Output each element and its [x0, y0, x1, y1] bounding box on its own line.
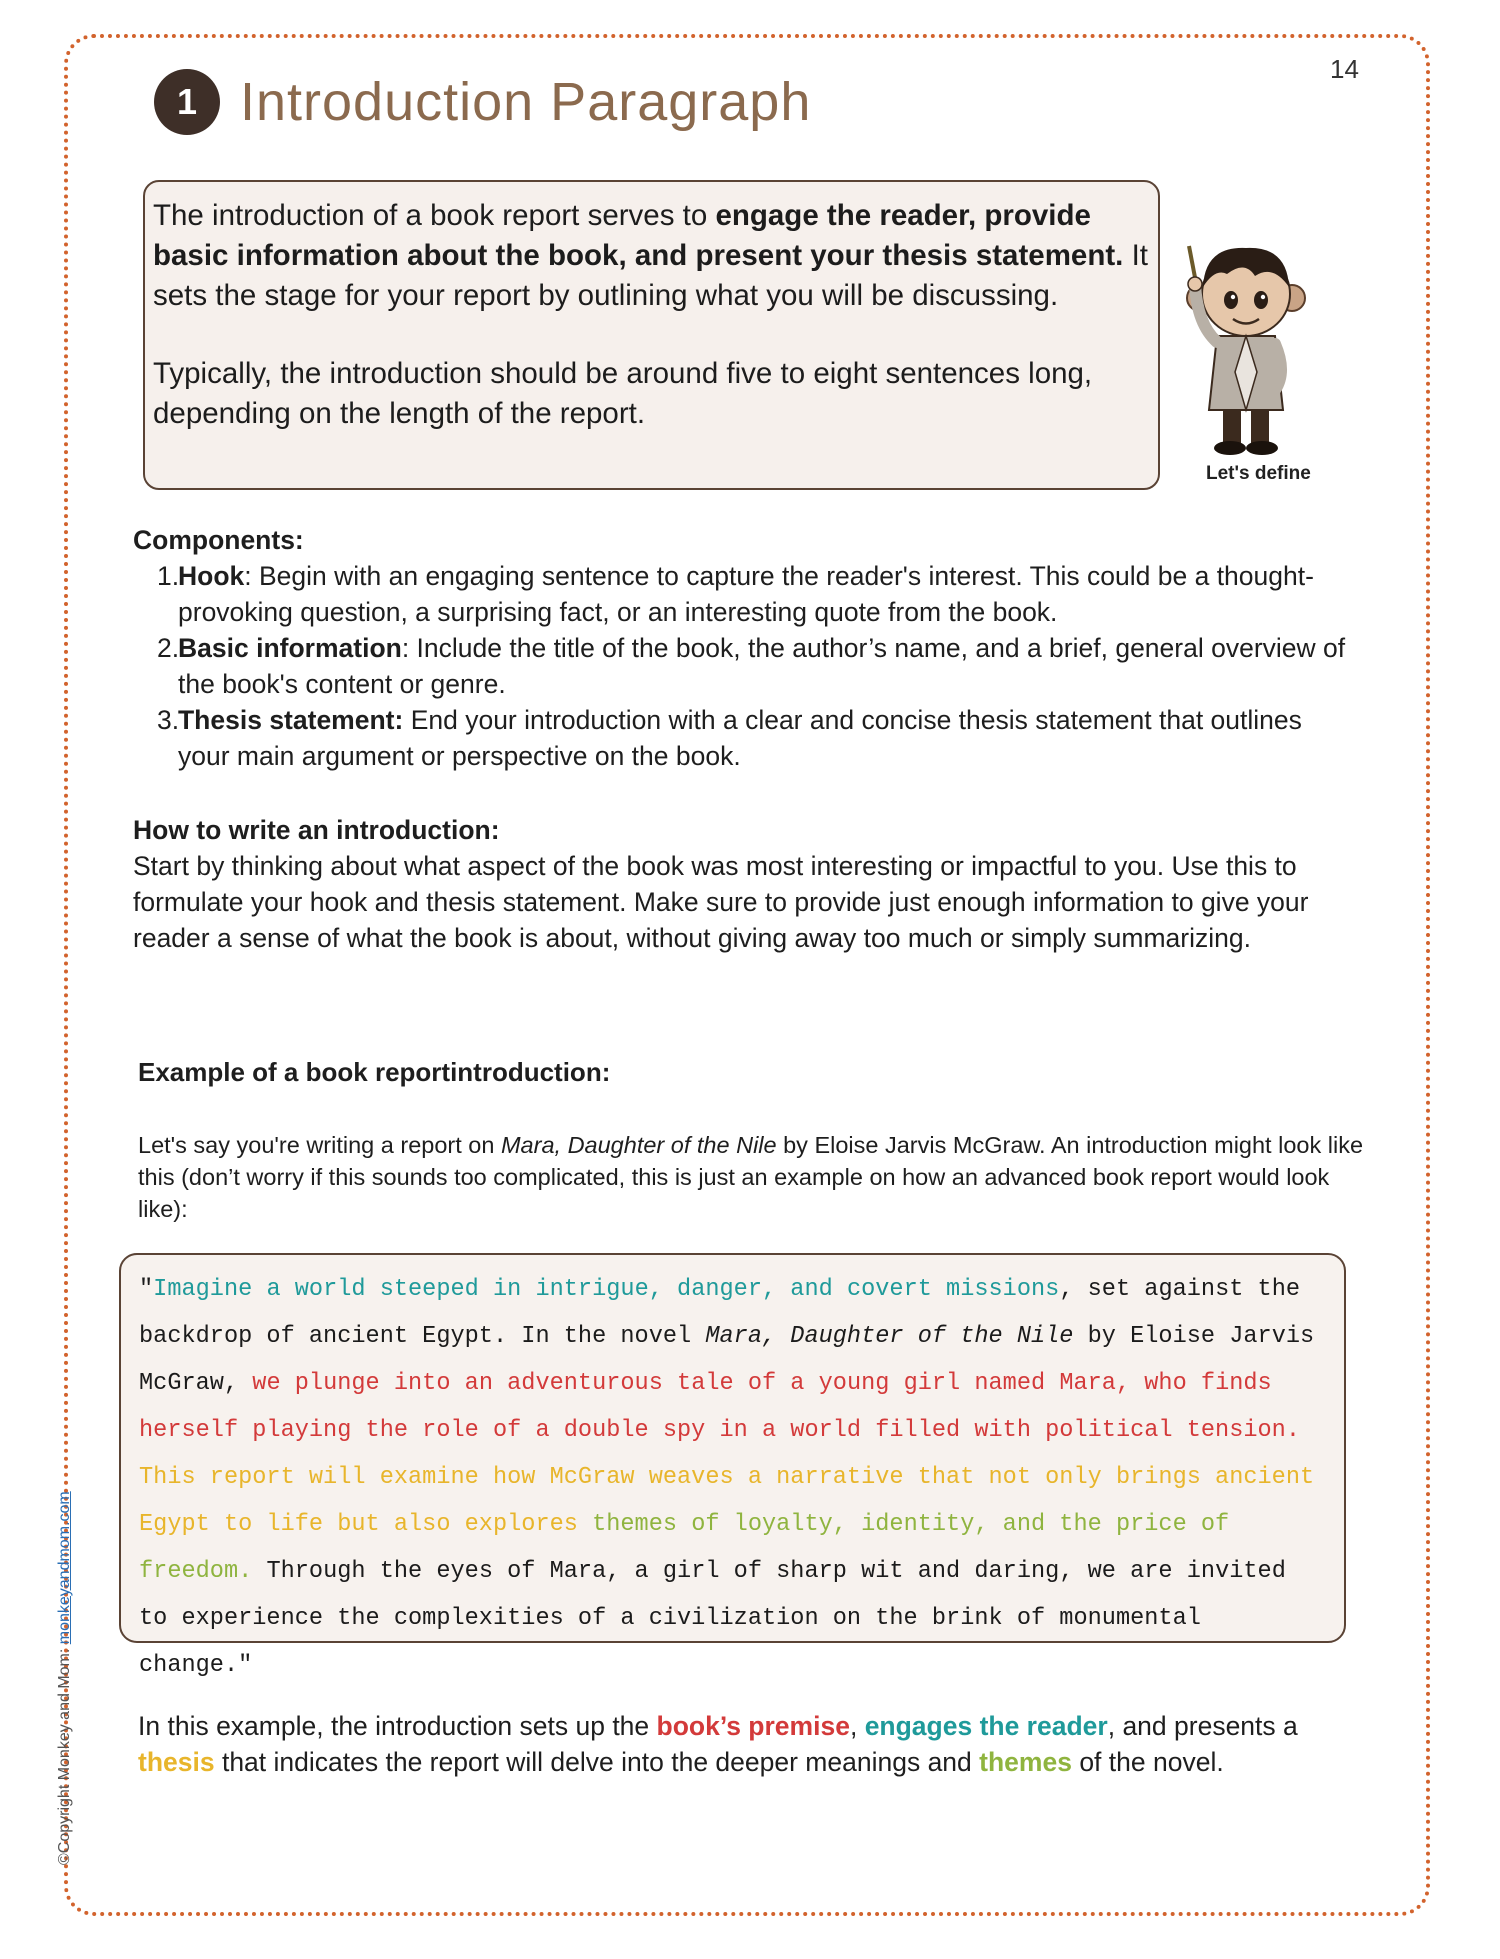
- copyright-text: ©Copyright Monkey and Mom:: [56, 1644, 73, 1865]
- quote-open: ": [139, 1276, 154, 1303]
- example-text: Through the eyes of Mara, a girl of sharp wit and daring, we are invited to experience the complexities of a civilization on the brink of monumental change.: [139, 1558, 1286, 1679]
- premise-label: book’s premise: [656, 1711, 850, 1741]
- example-book-title: Mara, Daughter of the Nile: [500, 1132, 777, 1158]
- closing-paragraph: [138, 1708, 1368, 1780]
- section-number-badge: 1: [154, 69, 220, 135]
- components-section: [133, 522, 1353, 774]
- engages-label: engages the reader: [864, 1711, 1108, 1741]
- definition-text-end: It sets the stage for your report by outlining what you will be discussing.: [153, 239, 1148, 312]
- themes-text: themes of loyalty, identity, and the price of freedom.: [139, 1511, 1230, 1585]
- definition-paragraph-2: Typically, the introduction should be around five to eight sentences long, depending on the length of the report.: [153, 357, 1093, 430]
- example-intro-text-end: by Eloise Jarvis McGraw. An introduction might look like this (don’t worry if this sounds too complicated, this is just an example on how an advanced book report would look like):: [138, 1132, 1364, 1222]
- components-list: [133, 558, 1353, 774]
- list-item: [133, 630, 1353, 702]
- book-title: Mara, Daughter of the Nile: [705, 1323, 1074, 1350]
- list-term: Thesis statement:: [178, 705, 404, 735]
- premise-text: we plunge into an adventurous tale of a young girl named Mara, who finds herself playing the role of a double spy in a world filled with political tension.: [139, 1370, 1301, 1444]
- closing-text: ,: [849, 1711, 865, 1741]
- closing-text: that indicates the report will delve into the deeper meanings and: [214, 1747, 980, 1777]
- definition-text: The introduction of a book report serves to: [153, 199, 716, 232]
- list-text: End your introduction with a clear and concise thesis statement that outlines your main argument or perspective on the book.: [178, 705, 1302, 771]
- definition-box: [143, 180, 1160, 490]
- hook-text: Imagine a world steeped in intrigue, danger, and covert missions: [153, 1276, 1060, 1303]
- list-number: 2.: [157, 633, 180, 663]
- example-text: , set against the backdrop of ancient Egypt. In the novel: [139, 1276, 1301, 1350]
- closing-text: , and presents a: [1107, 1711, 1298, 1741]
- howto-body: Start by thinking about what aspect of the book was most interesting or impactful to you. Use this to formulate your hook and thesis statement. Make sure to provide just enough information to give your reader a sense of what the book is about, without giving away too much or simply summarizing.: [133, 851, 1309, 953]
- page-title: Introduction Paragraph: [240, 72, 812, 132]
- mascot-caption: Let's define: [1206, 463, 1311, 484]
- list-number: 1.: [157, 561, 180, 591]
- list-term: Basic information: [178, 633, 402, 663]
- example-text: by Eloise Jarvis McGraw,: [139, 1323, 1315, 1397]
- example-intro-text: Let's say you're writing a report on: [138, 1132, 501, 1158]
- list-text: : Include the title of the book, the author’s name, and a brief, general overview of the book's content or genre.: [178, 633, 1346, 699]
- section-title: [154, 68, 811, 136]
- list-term: Hook: [178, 561, 245, 591]
- example-box: [119, 1253, 1346, 1679]
- list-text: : Begin with an engaging sentence to capture the reader's interest. This could be a thought-provoking question, a surprising fact, or an interesting quote from the book.: [178, 561, 1314, 627]
- howto-section: [133, 812, 1363, 956]
- list-number: 3.: [157, 705, 180, 735]
- monkey-with-pencil-icon: [1175, 232, 1325, 462]
- example-intro: [138, 1129, 1368, 1225]
- closing-text: of the novel.: [1071, 1747, 1224, 1777]
- list-item: [133, 558, 1353, 630]
- howto-heading: How to write an introduction:: [133, 815, 500, 845]
- example-heading: Example of a book reportintroduction:: [138, 1057, 611, 1087]
- quote-close: ": [238, 1652, 253, 1679]
- themes-label: themes: [979, 1747, 1072, 1777]
- thesis-label: thesis: [138, 1747, 215, 1777]
- components-heading: Components:: [133, 525, 304, 555]
- page-number: 14: [1330, 54, 1359, 84]
- closing-text: In this example, the introduction sets up the: [138, 1711, 657, 1741]
- thesis-text: This report will examine how McGraw weaves a narrative that not only brings ancient Egypt to life but also explores: [139, 1464, 1315, 1538]
- copyright-link[interactable]: monkeyandmom.com: [56, 1491, 73, 1645]
- definition-paragraph-1: [153, 196, 1150, 316]
- definition-emphasis: engage the reader, provide basic information about the book, and present your thesis statement.: [153, 199, 1124, 272]
- list-item: [133, 702, 1353, 774]
- copyright-notice: [56, 1491, 74, 1865]
